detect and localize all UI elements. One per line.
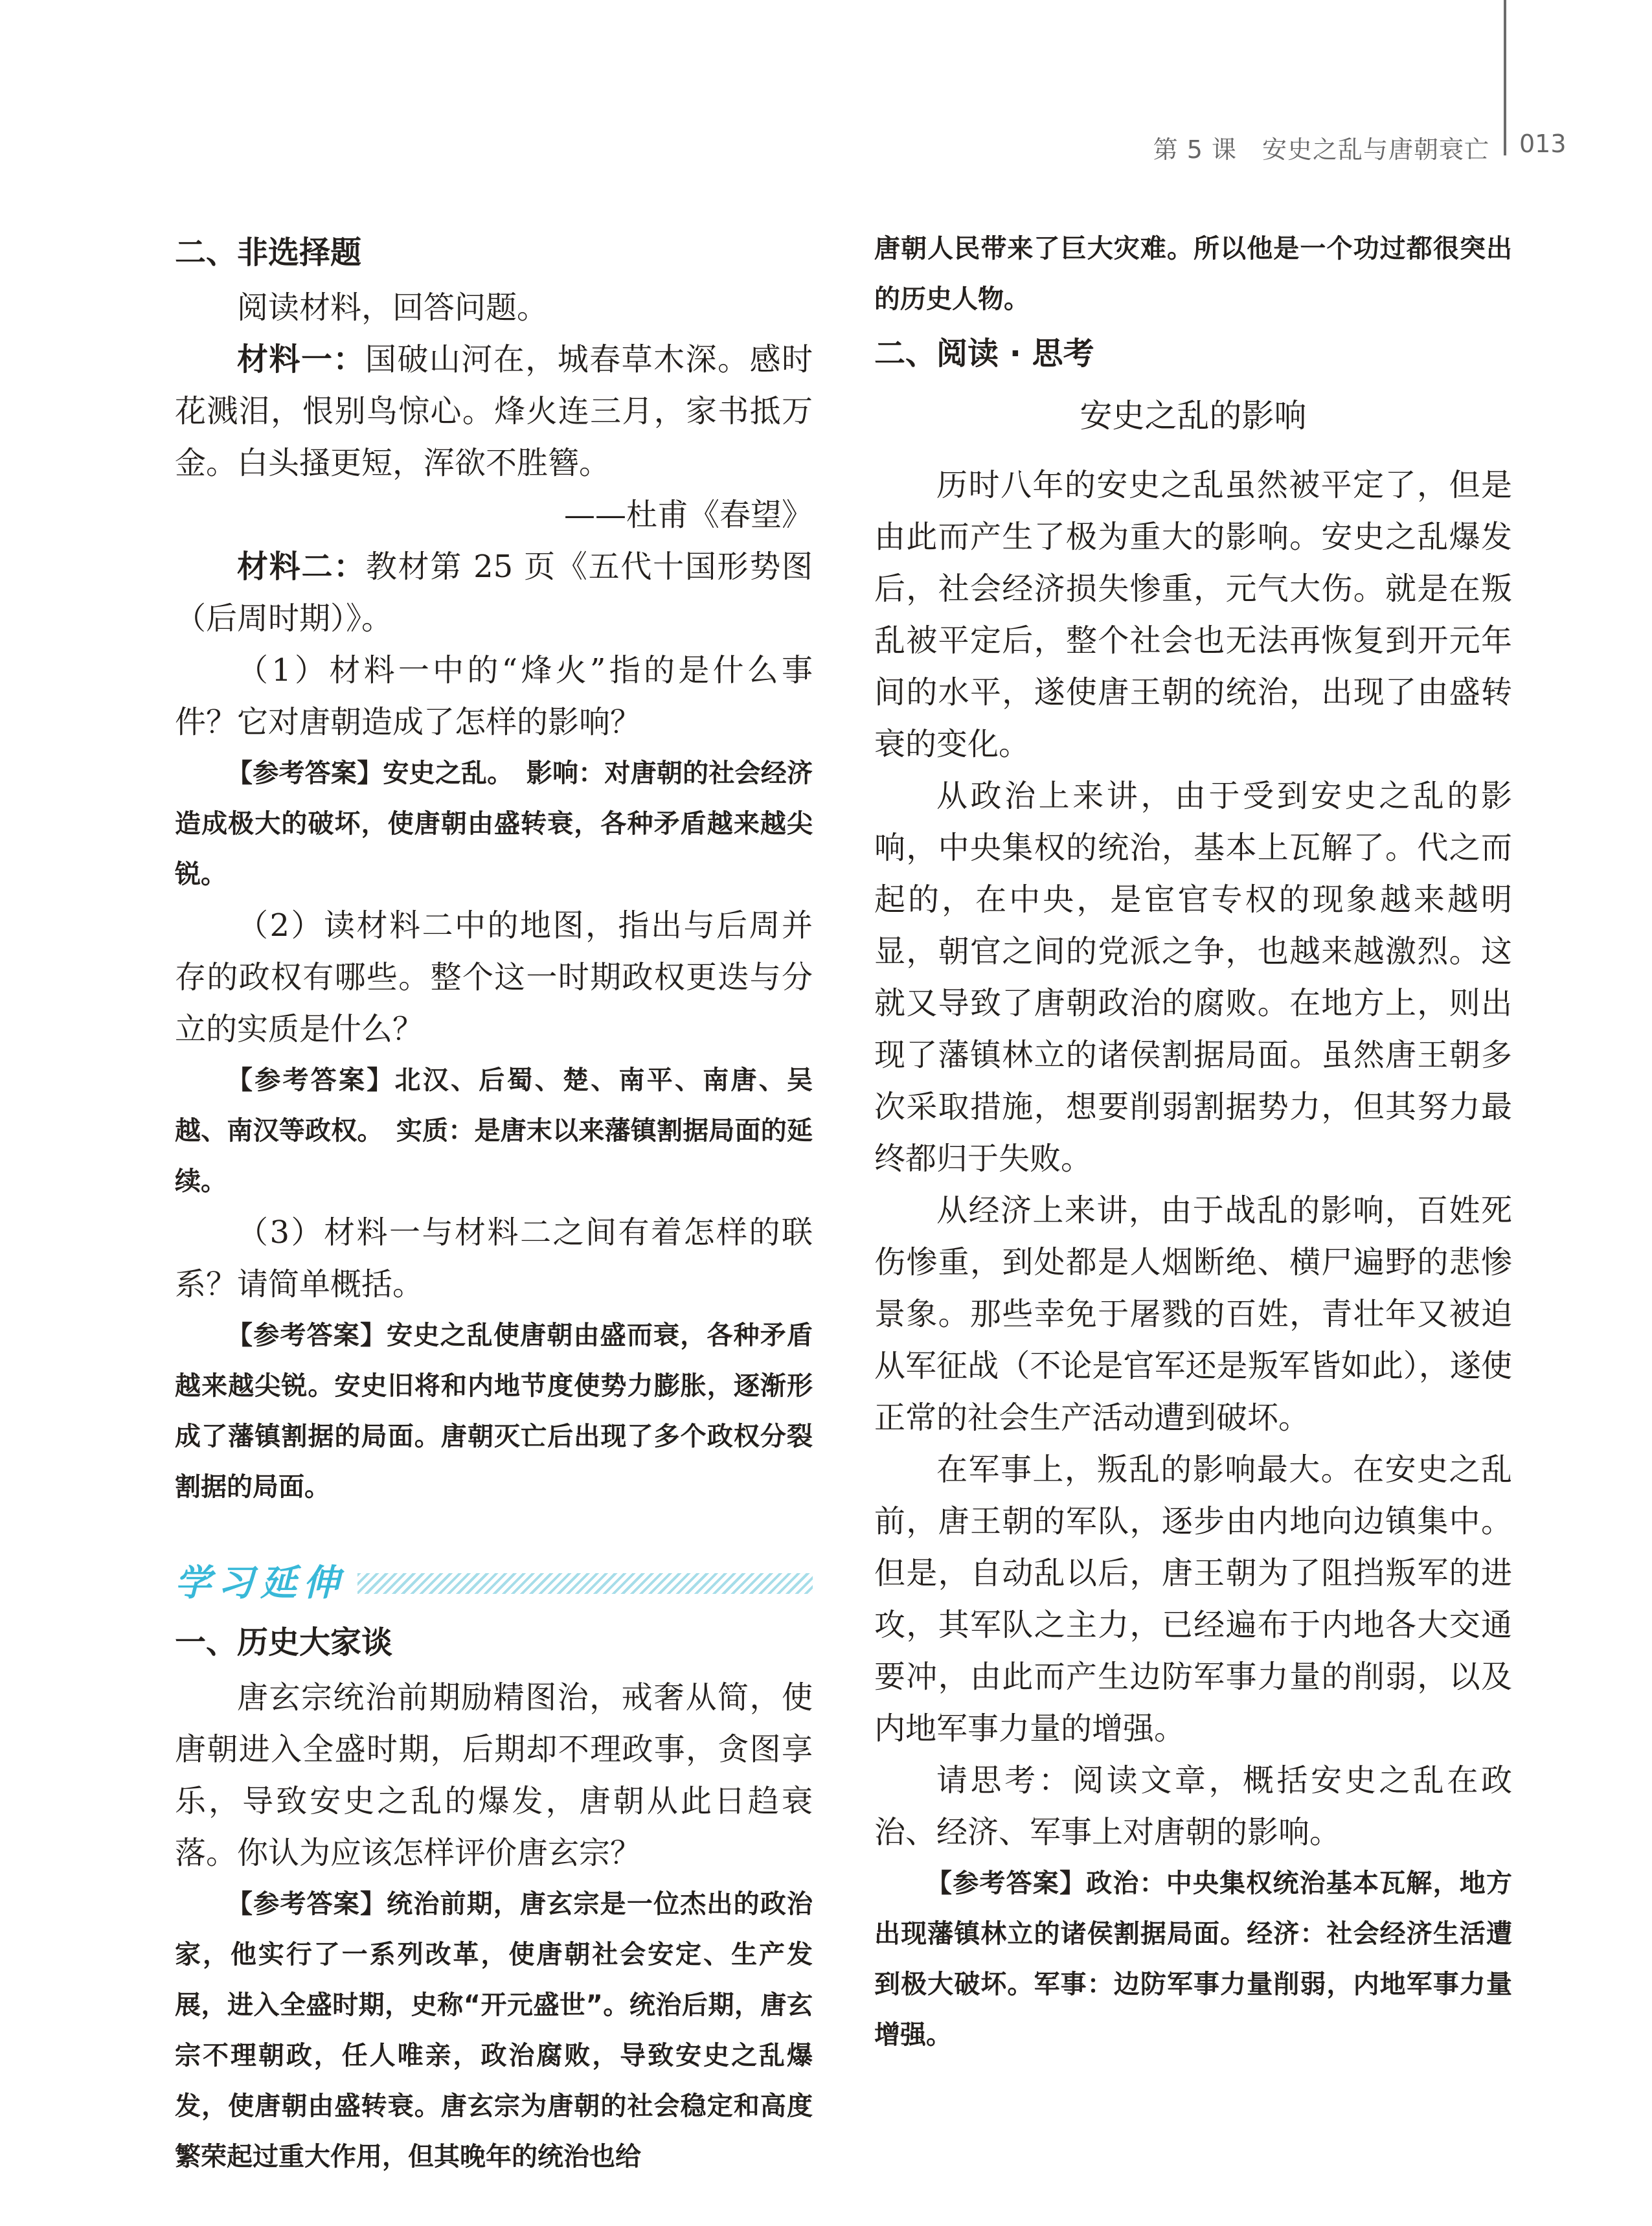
section-banner	[175, 1551, 813, 1609]
margin-rule	[1504, 0, 1506, 155]
article-paragraph-2: 从政治上来讲，由于受到安史之乱的影响，中央集权的统治，基本上瓦解了。代之而起的，在中央，是宦官专权的现象越来越明显，朝官之间的党派之争，也越来越激烈。这就又导致了唐朝政治的腐败。在地方上，则出现了藩镇林立的诸侯割据局面。虽然唐王朝多次采取措施，想要削弱割据势力，但其努力最终都归于失败。	[874, 778, 1512, 1177]
left-column	[175, 223, 813, 2182]
answer-1: 【参考答案】安史之乱。 影响：对唐朝的社会经济造成极大的破坏，使唐朝由盛转衰，各种矛盾越来越尖锐。	[175, 758, 813, 889]
material-two-label: 材料二：	[237, 549, 366, 585]
question-3: （3）材料一与材料二之间有着怎样的联系？请简单概括。	[175, 1214, 813, 1302]
answer-think: 【参考答案】政治：中央集权统治基本瓦解，地方出现藩镇林立的诸侯割据局面。经济：社会经济生活遭到极大破坏。军事：边防军事力量削弱，内地军事力量增强。	[874, 1868, 1512, 2050]
answer-xuanzong: 【参考答案】统治前期，唐玄宗是一位杰出的政治家，他实行了一系列改革，使唐朝社会安定、生产发展，进入全盛时期，史称“开元盛世”。统治后期，唐玄宗不理朝政，任人唯亲，政治腐败，导致安史之乱爆发，使唐朝由盛转衰。唐玄宗为唐朝的社会稳定和高度繁荣起过重大作用，但其晚年的统治也给	[175, 1889, 813, 2172]
article-paragraph-1: 历时八年的安史之乱虽然被平定了，但是由此而产生了极为重大的影响。安史之乱爆发后，社会经济损失惨重，元气大伤。就是在叛乱被平定后，整个社会也无法再恢复到开元年间的水平，遂使唐王朝的统治，出现了由盛转衰的变化。	[874, 467, 1512, 762]
question-2: （2）读材料二中的地图，指出与后周并存的政权有哪些。整个这一时期政权更迭与分立的实质是什么？	[175, 907, 813, 1047]
material-two-text: 教材第 25 页《五代十国形势图（后周时期）》。	[175, 549, 813, 637]
article-paragraph-4: 在军事上，叛乱的影响最大。在安史之乱前，唐王朝的军队，逐步由内地向边镇集中。但是，自动乱以后，唐王朝为了阻挡叛军的进攻，其军队之主力，已经遍布于内地各大交通要冲，由此而产生边防军事力量的削弱，以及内地军事力量的增强。	[874, 1451, 1512, 1747]
material-two	[175, 541, 813, 644]
heading-experts: 一、历史大家谈	[175, 1624, 393, 1661]
material-one-source: ——杜甫《春望》	[563, 497, 813, 533]
running-head: 第 5 课 安史之乱与唐朝衰亡	[1153, 135, 1489, 164]
heading-reading: 二、阅读 · 思考	[874, 335, 1094, 372]
heading-nonchoice: 二、非选择题	[175, 234, 362, 271]
article-paragraph-3: 从经济上来讲，由于战乱的影响，百姓死伤惨重，到处都是人烟断绝、横尸遍野的悲惨景象。那些幸免于屠戮的百姓，青壮年又被迫从军征战（不论是官军还是叛军皆如此），遂使正常的社会生产活动遭到破坏。	[874, 1192, 1512, 1436]
material-one	[175, 334, 813, 489]
question-think: 请思考：阅读文章，概括安史之乱在政治、经济、军事上对唐朝的影响。	[874, 1762, 1512, 1850]
question-1: （1）材料一中的“烽火”指的是什么事件？它对唐朝造成了怎样的影响？	[175, 652, 813, 740]
section-hatch-decoration	[357, 1573, 813, 1594]
material-one-poem: 国破山河在，城春草木深。感时花溅泪，恨别鸟惊心。烽火连三月，家书抵万金。白头搔更短，浑欲不胜簪。	[175, 341, 813, 481]
section-title: 学习延伸	[175, 1562, 346, 1604]
right-column	[874, 223, 1512, 2060]
article-title: 安史之乱的影响	[1080, 397, 1307, 435]
answer-2: 【参考答案】北汉、后蜀、楚、南平、南唐、吴越、南汉等政权。 实质：是唐末以来藩镇割据局面的延续。	[175, 1065, 813, 1196]
instruction: 阅读材料，回答问题。	[237, 290, 549, 326]
page-number: 013	[1519, 130, 1567, 158]
question-xuanzong: 唐玄宗统治前期励精图治，戒奢从简，使唐朝进入全盛时期，后期却不理政事，贪图享乐，导致安史之乱的爆发，唐朝从此日趋衰落。你认为应该怎样评价唐玄宗？	[175, 1679, 813, 1871]
answer-xuanzong-continued: 唐朝人民带来了巨大灾难。所以他是一个功过都很突出的历史人物。	[874, 234, 1512, 314]
answer-3: 【参考答案】安史之乱使唐朝由盛而衰，各种矛盾越来越尖锐。安史旧将和内地节度使势力膨胀，逐渐形成了藩镇割据的局面。唐朝灭亡后出现了多个政权分裂割据的局面。	[175, 1321, 813, 1502]
material-one-label: 材料一：	[237, 341, 365, 378]
